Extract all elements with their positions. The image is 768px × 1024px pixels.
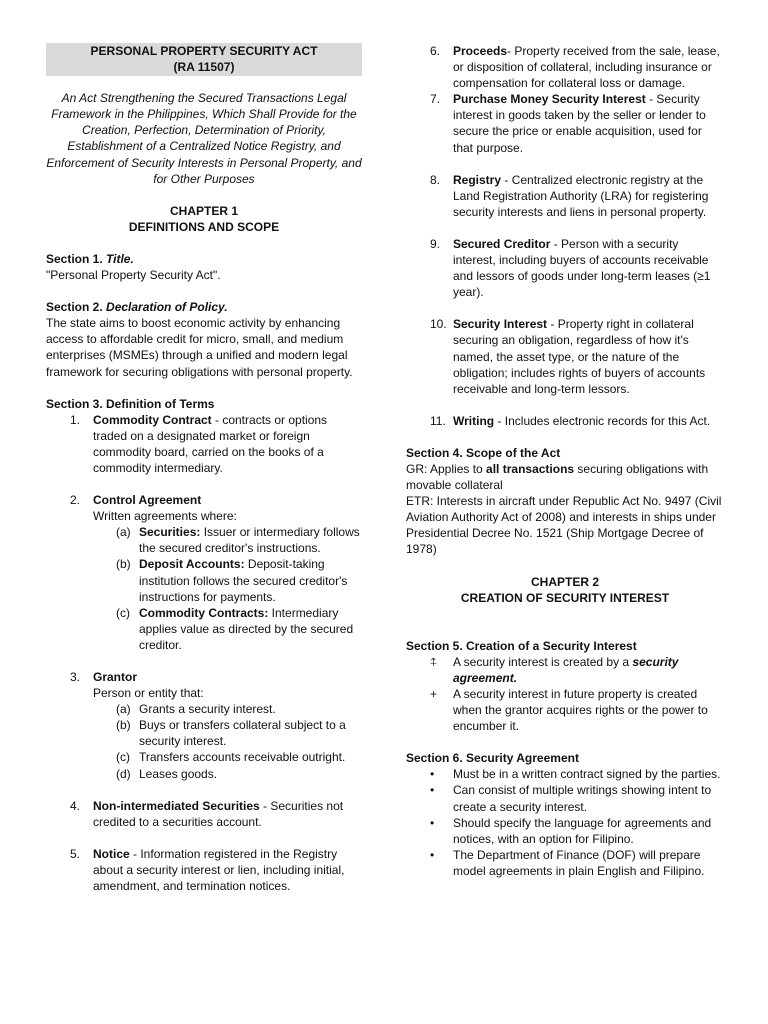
section-1-name: Title. <box>106 251 134 266</box>
section-2-heading <box>46 299 362 315</box>
sub-item <box>93 524 362 556</box>
definition-text: - Includes electronic records for this Act. <box>494 413 711 428</box>
section-5-item <box>406 654 724 686</box>
definition-grantor <box>46 669 362 798</box>
act-subtitle: An Act Strengthening the Secured Transactions Legal Framework in the Philippines, Which Shall Provide for the Creation, Perfection, Determination of Priority, Establishment of a Centralized Notice Registry, and Enforcement of Security Interests in Personal Property, and for Other Purposes <box>46 91 362 186</box>
sub-item-label: (a) <box>116 702 131 717</box>
definition-term: Notice <box>93 846 130 861</box>
definition-number: 3. <box>70 670 81 684</box>
chapter-1-heading <box>46 203 362 235</box>
sub-item <box>93 717 362 749</box>
definition-text: - Securities not credited to a securities account. <box>93 798 344 829</box>
bullet-text: Must be in a written contract signed by the parties. <box>453 767 721 782</box>
control-agreement-sublist <box>93 524 362 653</box>
section-5-item <box>406 686 724 734</box>
bullet-marker: • <box>430 767 435 782</box>
definition-number: 6. <box>430 44 441 58</box>
bullet-emphasis: security agreement. <box>453 654 679 685</box>
section-6-item <box>406 782 724 814</box>
bullet-text: Should specify the language for agreements and notices, with an option for Filipino. <box>453 815 712 846</box>
section-3-heading: Section 3. Definition of Terms <box>46 396 215 411</box>
definition-text: - Property received from the sale, lease, or disposition of collateral, including insurance or compensation for collateral loss or damage. <box>453 44 720 91</box>
sub-item-label: (d) <box>116 766 131 781</box>
sub-item-label: (b) <box>116 718 131 733</box>
section-6-item <box>406 766 724 782</box>
section-1-body: "Personal Property Security Act". <box>46 268 221 283</box>
definition-number: 10. <box>430 317 447 332</box>
section-4-general-rule <box>406 461 724 493</box>
bullet-marker: ⍏ <box>430 654 438 669</box>
definition-notice <box>46 846 362 894</box>
definition-number: 7. <box>430 92 441 107</box>
definition-registry <box>406 172 724 236</box>
document-title <box>46 43 362 76</box>
section-1-heading <box>46 251 362 267</box>
title-line-2: (RA 11507) <box>173 60 235 75</box>
bullet-text: Can consist of multiple writings showing intent to create a security interest. <box>453 783 712 814</box>
definition-number: 1. <box>70 412 81 427</box>
bullet-text: A security interest in future property is created when the grantor acquires rights or the power to encumber it. <box>453 687 708 734</box>
definition-term: Grantor <box>93 670 138 684</box>
sub-item-text: Issuer or intermediary follows the secured creditor's instructions. <box>139 525 360 556</box>
definition-text: - Centralized electronic registry at the Land Registration Authority (LRA) for registering security interests and liens in personal property. <box>453 172 709 219</box>
sub-item-text: Buys or transfers collateral subject to a security interest. <box>139 718 346 749</box>
definitions-list-right <box>406 43 724 445</box>
definition-intro: Written agreements where: <box>93 509 237 524</box>
sub-item <box>93 605 362 653</box>
section-2-name: Declaration of Policy. <box>106 300 228 315</box>
chapter-2-heading <box>406 574 724 606</box>
section-2-label: Section 2. <box>46 300 107 315</box>
definition-number: 4. <box>70 798 81 813</box>
chapter-1-title: DEFINITIONS AND SCOPE <box>128 219 280 234</box>
sub-item <box>93 701 362 717</box>
right-column <box>406 43 724 879</box>
section-6-list <box>406 766 724 879</box>
section-6-heading: Section 6. Security Agreement <box>406 751 579 766</box>
section-5-list <box>406 654 724 734</box>
definition-term: Secured Creditor <box>453 236 551 251</box>
definition-term: Commodity Contract <box>93 412 212 427</box>
sub-item <box>93 556 362 604</box>
definition-number: 11. <box>430 413 446 428</box>
sub-item-text: Deposit-taking institution follows the secured creditor's instructions for payments. <box>139 557 348 604</box>
section-2-body: The state aims to boost economic activity by enhancing access to affordable credit for micro, small, and medium enterprises (MSMEs) through a unified and modern legal framework for securing obligations with personal property. <box>46 316 353 379</box>
section-4-heading: Section 4. Scope of the Act <box>406 445 561 460</box>
definition-term: Proceeds <box>453 44 508 58</box>
sub-item-text: Leases goods. <box>139 766 218 781</box>
sub-item-label: (c) <box>116 605 130 620</box>
title-line-1: PERSONAL PROPERTY SECURITY ACT <box>90 44 318 58</box>
bullet-text: The Department of Finance (DOF) will prepare model agreements in plain English and Filipino. <box>453 847 705 878</box>
gr-suffix: securing obligations with movable collateral <box>406 461 709 493</box>
sub-item-term: Deposit Accounts: <box>139 557 245 572</box>
definition-term: Security Interest <box>453 317 548 332</box>
section-4-exception: ETR: Interests in aircraft under Republic Act No. 9497 (Civil Aviation Authority Act of 2008) and interests in ships under Presidential Decree No. 1521 (Ship Mortgage Decree of 1978) <box>406 494 722 557</box>
sub-item <box>93 766 362 782</box>
gr-emphasis: all transactions <box>486 461 575 476</box>
grantor-sublist <box>93 701 362 781</box>
definition-number: 8. <box>430 172 441 187</box>
definition-text: - Property right in collateral securing an obligation, regardless of how it's named, the asset type, or the nature of the obligation; includes rights of buyers of accounts receivable and long-term lessors. <box>453 317 706 396</box>
definition-proceeds <box>406 43 724 91</box>
definition-term: Purchase Money Security Interest <box>453 92 646 107</box>
bullet-text: A security interest is created by a <box>453 654 633 669</box>
sub-item-text: Grants a security interest. <box>139 702 276 717</box>
definition-number: 5. <box>70 846 81 861</box>
section-6-item <box>406 815 724 847</box>
section-6-item <box>406 847 724 879</box>
bullet-marker: • <box>430 847 435 862</box>
definition-term: Control Agreement <box>93 493 202 508</box>
definition-writing <box>406 413 724 445</box>
sub-item-label: (a) <box>116 525 131 540</box>
definition-text: - Person with a security interest, including buyers of accounts receivable and lessors of goods under long-term leases (≥1 year). <box>453 236 711 300</box>
definition-secured-creditor <box>406 236 724 316</box>
sub-item-term: Securities: <box>139 525 201 540</box>
definition-term: Non-intermediated Securities <box>93 798 260 813</box>
section-1-label: Section 1. <box>46 251 107 266</box>
sub-item-label: (b) <box>116 557 131 572</box>
left-column <box>46 43 362 894</box>
definition-intro: Person or entity that: <box>93 686 204 701</box>
definition-text: - Information registered in the Registry about a security interest or lien, including initial, amendment, and termination notices. <box>93 846 345 894</box>
definition-commodity-contract <box>46 412 362 492</box>
bullet-marker: • <box>430 783 435 798</box>
definition-text: - contracts or options traded on a designated market or foreign commodity board, carried on the books of a commodity intermediary. <box>93 412 328 475</box>
definition-number: 2. <box>70 493 81 508</box>
sub-item-text: Intermediary applies value as directed by the secured creditor. <box>139 605 354 652</box>
section-5-heading: Section 5. Creation of a Security Interest <box>406 638 637 653</box>
definition-control-agreement <box>46 492 362 669</box>
sub-item <box>93 749 362 765</box>
gr-prefix: GR: Applies to <box>406 461 487 476</box>
definition-term: Registry <box>453 172 502 187</box>
definition-number: 9. <box>430 236 441 251</box>
definition-text: - Security interest in goods taken by the seller or lender to secure the price or enable acquisition, used for that purpose. <box>453 92 706 155</box>
bullet-marker: + <box>430 687 438 701</box>
chapter-2-number: CHAPTER 2 <box>530 574 599 589</box>
bullet-marker: • <box>430 815 435 830</box>
sub-item-text: Transfers accounts receivable outright. <box>139 750 346 765</box>
chapter-1-number: CHAPTER 1 <box>169 203 238 218</box>
definition-term: Writing <box>453 413 495 428</box>
sub-item-label: (c) <box>116 750 130 765</box>
definition-security-interest <box>406 316 724 412</box>
definition-non-intermediated-securities <box>46 798 362 846</box>
definitions-list-left <box>46 412 362 894</box>
definition-purchase-money-security-interest <box>406 91 724 171</box>
chapter-2-title: CREATION OF SECURITY INTEREST <box>460 590 670 605</box>
sub-item-term: Commodity Contracts: <box>139 605 269 620</box>
